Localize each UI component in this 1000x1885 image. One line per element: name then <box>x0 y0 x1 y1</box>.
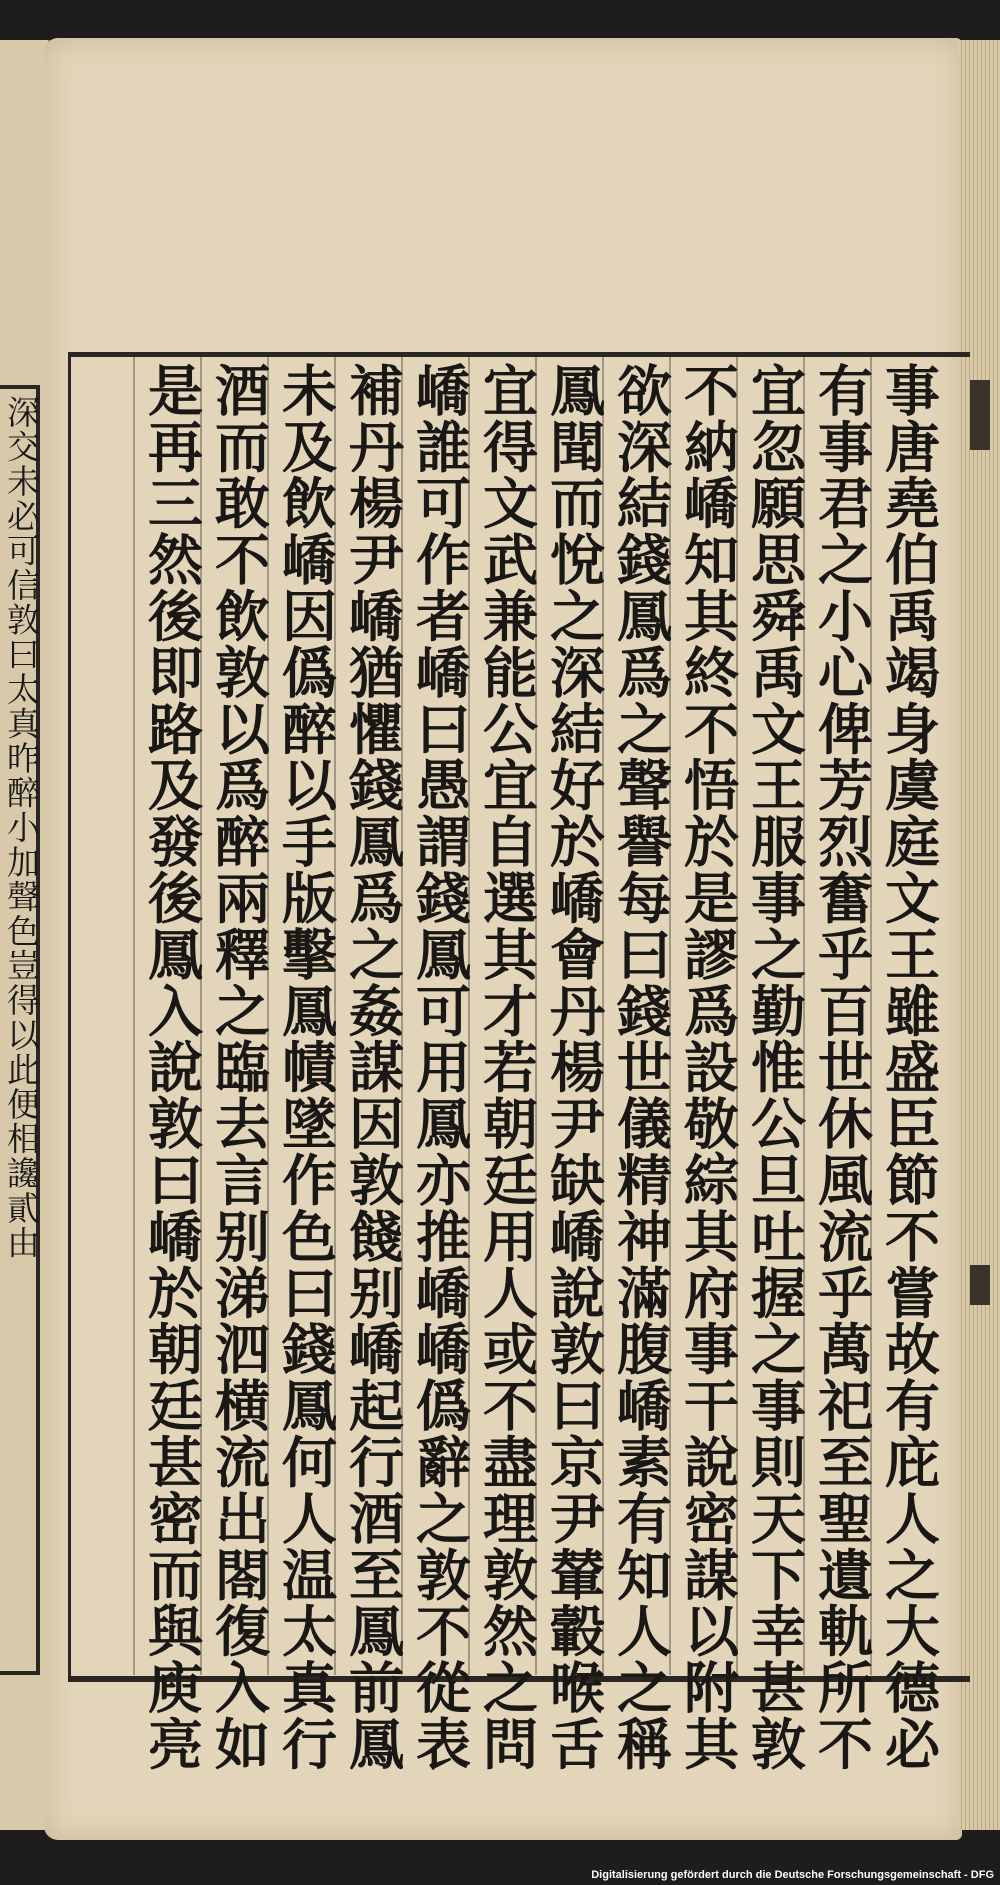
text-column: 欲深結錢鳳爲之聲譽每曰錢世儀精神滿腹嶠素有知人之稱 <box>608 362 673 1772</box>
text-column: 不納嶠知其終不悟於是謬爲設敬綜其府事干說密謀以附其 <box>675 362 740 1772</box>
fore-edge-mark <box>970 1265 990 1305</box>
text-column: 事唐堯伯禹竭身虞庭文王雖盛臣節不嘗故有庇人之大德必 <box>876 362 941 1772</box>
text-column: 嶠誰可作者嶠曰愚謂錢鳳可用鳳亦推嶠嶠僞辭之敦不從表 <box>407 362 472 1772</box>
text-column: 宜得文武兼能公宜自選其才若朝廷用人或不盡理敦然之問 <box>474 362 539 1772</box>
text-column: 鳳聞而悅之深結好於嶠會丹楊尹缺嶠說敦曰京尹輦轂喉舌 <box>541 362 606 1772</box>
text-column: 酒而敢不飲敦以爲醉兩釋之臨去言别涕泗横流出閤復入如 <box>206 362 271 1772</box>
text-column: 未及飲嶠因僞醉以手版擊鳳幘墜作色曰錢鳳何人温太真行 <box>273 362 338 1772</box>
fore-edge-mark <box>970 380 990 450</box>
column-rule <box>133 355 135 1675</box>
text-column: 有事君之小心俾芳烈奮乎百世休風流乎萬祀至聖遺軌所不 <box>809 362 874 1772</box>
text-column: 補丹楊尹嶠猶懼錢鳳爲之姦謀因敦餞别嶠起行酒至鳳前鳳 <box>340 362 405 1772</box>
dfg-footer: Digitalisierung gefördert durch die Deutsche Forschungsgemeinschaft - DFG <box>591 1869 994 1881</box>
text-column: 是再三然後即路及發後鳳入說敦曰嶠於朝廷甚密而與庾亮 <box>139 362 204 1772</box>
left-page-text-column: 深交未必可信敦曰太真昨醉小加聲色豈得以此便相讒貳由 <box>2 395 41 1260</box>
text-column: 宜忽願思舜禹文王服事之勤惟公旦吐握之事則天下幸甚敦 <box>742 362 807 1772</box>
